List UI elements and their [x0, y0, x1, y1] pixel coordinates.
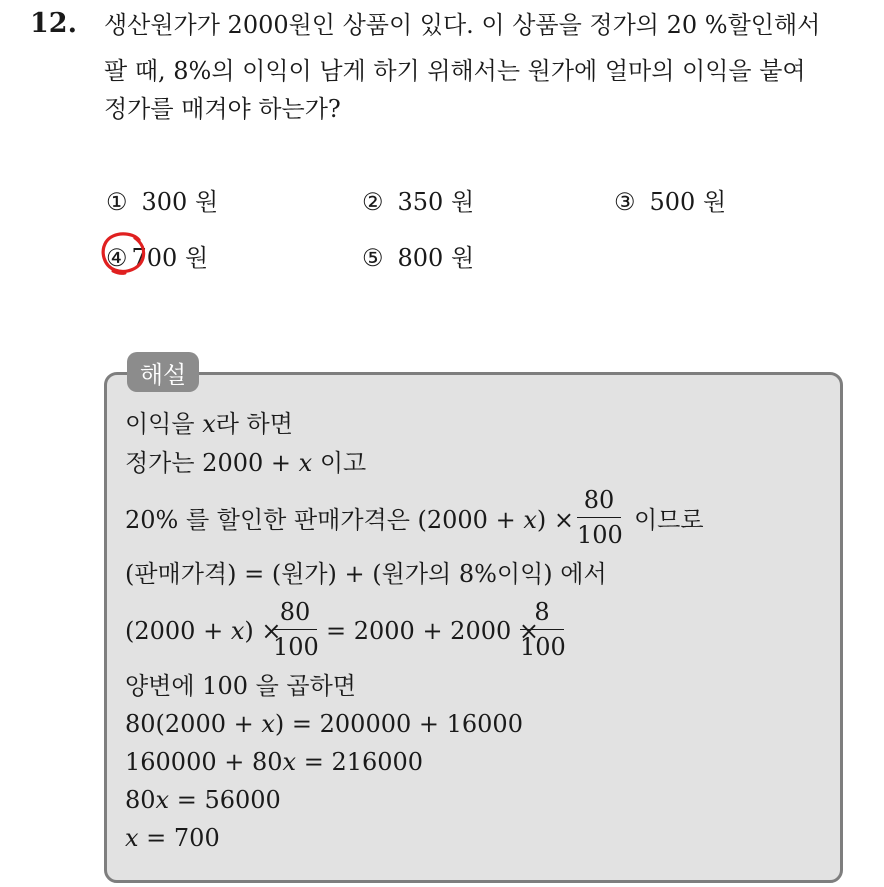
choice-5-number: ⑤ — [362, 244, 384, 272]
choice-1[interactable] — [106, 182, 218, 217]
choice-4-number: ④ — [106, 244, 128, 272]
fraction-8-over-100: $\frac{8}{100}$ — [520, 598, 566, 661]
solution-line-5-mid: = 2000 + 2000 × — [326, 617, 539, 645]
choice-3-number: ③ — [614, 188, 636, 216]
solution-line-3: 20% 를 할인한 판매가격은 (2000 + x) × — [125, 506, 574, 534]
choice-2-number: ② — [362, 188, 384, 216]
solution-line-5: (2000 + x) × — [125, 617, 282, 645]
solution-line-3-tail: 이므로 — [634, 506, 704, 534]
question-text-line-3: 정가를 매겨야 하는가? — [104, 95, 341, 123]
solution-line-7: 80(2000 + x) = 200000 + 16000 — [125, 710, 523, 738]
choice-3[interactable] — [614, 182, 726, 217]
question-text-line-2: 팔 때, 8%의 이익이 남게 하기 위해서는 원가에 얼마의 이익을 붙여 — [104, 57, 806, 85]
question-text-line-1: 생산원가가 2000원인 상품이 있다. 이 상품을 정가의 20 %할인해서 — [104, 11, 821, 39]
choice-2-value: 350 원 — [397, 188, 475, 216]
solution-line-9: 80x = 56000 — [125, 786, 281, 814]
solution-line-6: 양변에 100 을 곱하면 — [125, 672, 356, 700]
solution-line-1: 이익을 x라 하면 — [125, 410, 293, 438]
choice-5-value: 800 원 — [397, 244, 475, 272]
solution-line-10: x = 700 — [125, 824, 220, 852]
question-number: 12. — [30, 8, 77, 39]
solution-line-8: 160000 + 80x = 216000 — [125, 748, 424, 776]
choice-4-value: 700 원 — [131, 244, 209, 272]
choice-1-number: ① — [106, 188, 128, 216]
solution-line-2: 정가는 2000 + x 이고 — [125, 449, 367, 477]
fraction-80-over-100-b: $\frac{80}{100}$ — [273, 598, 319, 661]
solution-tag: 해설 — [127, 352, 199, 392]
answer-circle-mark — [99, 228, 147, 276]
choice-1-value: 300 원 — [141, 188, 219, 216]
fraction-80-over-100-a: $\frac{80}{100}$ — [577, 486, 623, 549]
choice-3-value: 500 원 — [649, 188, 727, 216]
choice-2[interactable] — [362, 182, 474, 217]
choice-5[interactable] — [362, 238, 474, 273]
solution-line-4: (판매가격) = (원가) + (원가의 8%이익) 에서 — [125, 560, 607, 588]
